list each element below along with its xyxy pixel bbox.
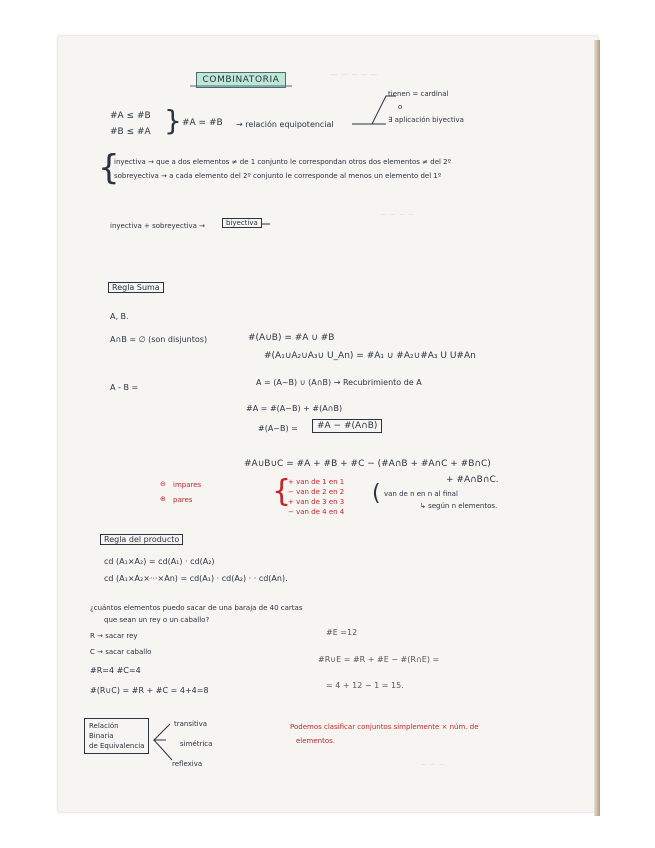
diff-line3: #(A~B) = bbox=[258, 424, 298, 433]
diff-line2: #A = #(A~B) + #(A∩B) bbox=[246, 404, 343, 413]
plus-icon: ⊕ bbox=[160, 495, 166, 503]
rule-note2: ↳ según n elementos. bbox=[420, 502, 498, 510]
problem-counts: #R=4 #C=4 bbox=[90, 666, 141, 675]
relacion-line3: de Equivalencia bbox=[89, 742, 145, 750]
producto-line1: cd (A₁×A₂) = cd(A₁) · cd(A₂) bbox=[104, 557, 215, 566]
suma-general-formula: #(A₁∪A₂∪A₃∪ U_An) = #A₁ ∪ #A₂∪#A₃ U U#An bbox=[264, 351, 476, 361]
union-three-line1: #A∪B∪C = #A + #B + #C − (#A∩B + #A∩C + #B∩C) bbox=[244, 459, 491, 469]
intro-branch1: tienen = cardinal bbox=[388, 90, 449, 98]
relacion-prop-simetrica: simétrica bbox=[180, 740, 213, 748]
rule-note1: van de n en n al final bbox=[384, 490, 458, 498]
relacion-prop-transitiva: transitiva bbox=[174, 720, 208, 728]
impares-label: impares bbox=[173, 481, 202, 489]
def-combo: inyectiva + sobreyectiva → bbox=[110, 222, 206, 230]
problem-c-def: C → sacar caballo bbox=[90, 648, 152, 656]
diff-line1: A = (A~B) ∪ (A∩B) → Recubrimiento de A bbox=[256, 378, 422, 387]
problem-formula: #R∪E = #R + #E − #(R∩E) = bbox=[318, 655, 440, 664]
rule-1: + van de 1 en 1 bbox=[288, 478, 345, 486]
intro-branch3: ∃ aplicación biyectiva bbox=[388, 116, 464, 124]
intro-equality: #A = #B bbox=[182, 118, 223, 128]
suma-union-formula: #(A∪B) = #A ∪ #B bbox=[248, 333, 335, 343]
suma-sets: A, B. bbox=[110, 312, 129, 321]
rule-2: − van de 2 en 2 bbox=[288, 488, 345, 496]
bleed-through: ~ ~ ~ ~ bbox=[380, 210, 415, 219]
rule-4: − van de 4 en 4 bbox=[288, 508, 345, 516]
problem-total: #(R∪C) = #R + #C = 4+4=8 bbox=[90, 686, 209, 695]
relacion-red-note1: Podemos clasificar conjuntos simplemente × núm. de bbox=[290, 723, 479, 731]
definitions-brace: { bbox=[98, 148, 120, 188]
problem-result: = 4 + 12 − 1 = 15. bbox=[326, 681, 404, 690]
page-title: COMBINATORIA bbox=[196, 72, 286, 88]
relacion-prop-reflexiva: reflexiva bbox=[172, 760, 203, 768]
bleed-through: — — ~ ~ — bbox=[330, 70, 378, 79]
intro-relation: → relación equipotencial bbox=[236, 120, 334, 129]
rule-3: + van de 3 en 3 bbox=[288, 498, 345, 506]
relacion-line2: Binaria bbox=[89, 732, 114, 740]
rules-brace: { bbox=[272, 474, 292, 509]
problem-question1: ¿cuántos elementos puedo sacar de una baraja de 40 cartas bbox=[90, 604, 303, 612]
minus-icon: ⊖ bbox=[160, 480, 166, 488]
problem-question2: que sean un rey o un caballo? bbox=[104, 616, 210, 624]
suma-disjoint: A∩B = ∅ (son disjuntos) bbox=[110, 335, 208, 344]
def-biyectiva-box: biyectiva bbox=[222, 218, 262, 228]
intro-branch2: o bbox=[398, 103, 403, 111]
def-sobreyectiva: sobreyectiva → a cada elemento del 2º conjunto le corresponde al menos un elemento del 1º bbox=[114, 172, 442, 180]
intro-line2: #B ≤ #A bbox=[110, 127, 151, 137]
diff-label: A - B = bbox=[110, 383, 139, 392]
intro-line1: #A ≤ #B bbox=[110, 111, 151, 121]
suma-heading: Regla Suma bbox=[108, 282, 164, 293]
pares-label: pares bbox=[173, 496, 193, 504]
diff-boxed-result: #A − #(A∩B) bbox=[312, 419, 382, 433]
relacion-red-note2: elementos. bbox=[296, 737, 336, 745]
producto-heading: Regla del producto bbox=[100, 534, 183, 545]
brace: } bbox=[164, 104, 182, 137]
relacion-line1: Relación bbox=[89, 722, 119, 730]
union-three-line2: + #A∩B∩C. bbox=[446, 475, 499, 485]
problem-r-def: R → sacar rey bbox=[90, 632, 138, 640]
bleed-through: ~ ~ ~ bbox=[420, 760, 446, 769]
problem-e-count: #E =12 bbox=[326, 628, 358, 637]
note-bracket: ( bbox=[372, 481, 381, 506]
producto-line2: cd (A₁×A₂×···×An) = cd(A₁) · cd(A₂) · · cd(An). bbox=[104, 574, 288, 583]
def-inyectiva: inyectiva → que a dos elementos ≠ de 1 conjunto le correspondan otros dos elementos ≠ del 2º bbox=[114, 158, 451, 166]
